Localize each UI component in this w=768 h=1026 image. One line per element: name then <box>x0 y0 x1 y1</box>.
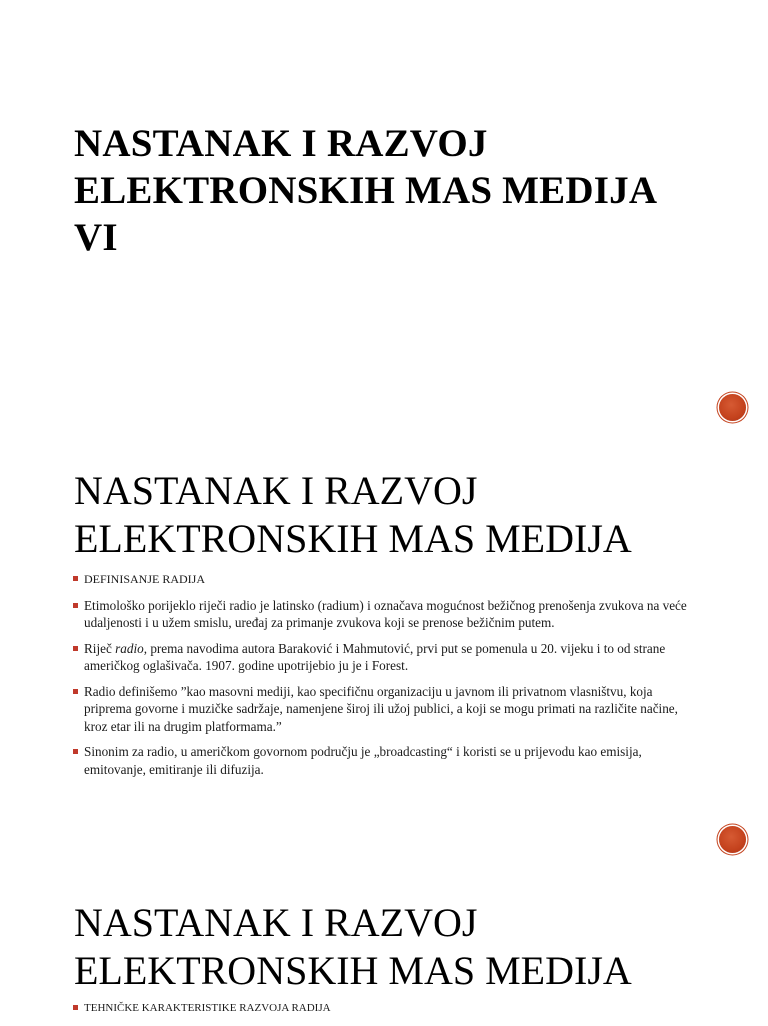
square-bullet-icon <box>73 646 78 651</box>
list-item-text-emphasis: radio <box>115 640 144 656</box>
square-bullet-icon <box>73 603 78 608</box>
circle-marker-icon <box>719 826 746 853</box>
list-item <box>72 1000 692 1018</box>
list-item-text: DEFINISANJE RADIJA <box>84 572 206 586</box>
square-bullet-icon <box>73 689 78 694</box>
square-bullet-icon <box>73 1005 78 1010</box>
slide-2-title: NASTANAK I RAZVOJ ELEKTRONSKIH MAS MEDIJA <box>74 468 632 561</box>
list-item <box>72 597 692 632</box>
square-bullet-icon <box>73 576 78 581</box>
slide-2-bullet-list <box>72 570 692 786</box>
list-item-text: Sinonim za radio, u američkom govornom području je „broadcasting“ i koristi se u prijevodu kao emisija, emitovanje, emitiranje ili difuzija. <box>84 744 642 777</box>
list-item <box>72 640 692 675</box>
list-item-text: Radio definišemo ”kao masovni mediji, kao specifičnu organizaciju u javnom ili privatnom vlasništvu, koja priprema govorne i muzičke sadržaje, namenjene široj ili užoj publici, a koji se mogu primati na različite načine, kroz etar ili na drugim platformama.” <box>84 683 678 734</box>
square-bullet-icon <box>73 749 78 754</box>
circle-marker-icon <box>719 394 746 421</box>
slide-3-bullet-list <box>72 1000 692 1026</box>
list-item-text: Etimološko porijeklo riječi radio je latinsko (radium) i označava mogućnost bežičnog prenošenja zvukova na veće udaljenosti i u užem smislu, uređaj za primanje zvukova koji se prenose bežičnim putem. <box>84 597 687 630</box>
list-item-text-after: , prema navodima autora Baraković i Mahmutović, prvi put se pomenula u 20. vijeku i to od strane američkog oglašivača. 1907. godine upotrijebio ju je i Forest. <box>84 640 666 673</box>
slide-3-title: NASTANAK I RAZVOJ ELEKTRONSKIH MAS MEDIJA <box>74 900 632 993</box>
list-item <box>72 570 692 589</box>
list-item <box>72 683 692 736</box>
list-item-text-before: Riječ <box>84 640 116 656</box>
list-item <box>72 743 692 778</box>
list-item-text: TEHNIČKE KARAKTERISTIKE RAZVOJA RADIJA <box>84 1002 331 1014</box>
slide-1-title: NASTANAK I RAZVOJ ELEKTRONSKIH MAS MEDIJA VI <box>74 122 656 259</box>
